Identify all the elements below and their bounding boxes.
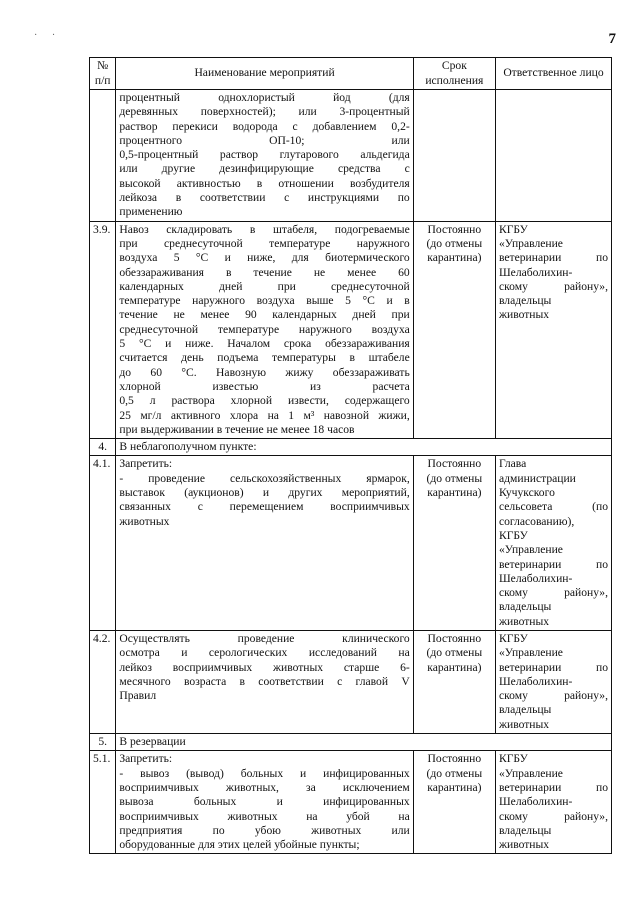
- section-title: В неблагополучном пункте:: [116, 439, 612, 456]
- scan-artifact: · ·: [34, 30, 62, 41]
- responsible-text-line: Шелаболихин-: [498, 265, 573, 279]
- responsible-text-line: согласованию),: [498, 514, 575, 528]
- measure-text-line: месячного возраста в соответствии с главой V: [119, 674, 410, 688]
- deadline-text-line: карантина): [427, 660, 482, 674]
- measure-text-line: деревянных поверхностей); или 3-процентный: [119, 105, 410, 119]
- measure-text: [116, 751, 413, 854]
- measure-text: [116, 221, 413, 438]
- responsible-text-line: скому району»,: [498, 279, 608, 293]
- responsible-text-line: животных: [498, 717, 550, 731]
- responsible-text-line: сельсовета (по: [498, 500, 608, 514]
- header-responsible: Ответственное лицо: [495, 58, 611, 90]
- responsible-text: [495, 456, 611, 631]
- section-row: [90, 439, 612, 456]
- measure-text-line: вывоза больных и инфицированных: [119, 795, 410, 809]
- deadline-text-line: карантина): [427, 780, 482, 794]
- measure-text-line: обеззараживания в течение не менее 60: [119, 265, 410, 279]
- deadline-text-line: Постоянно: [427, 631, 482, 645]
- measure-text-line: 0,5-процентный раствор глутарового альдегида: [119, 148, 410, 162]
- measure-text-line: высокой активностью в отношении возбудителя: [119, 176, 410, 190]
- header-term: Срок исполнения: [413, 58, 495, 90]
- deadline-text-line: (до отмены: [426, 766, 483, 780]
- table-row: [90, 90, 612, 222]
- measure-text: [116, 456, 413, 631]
- measure-text-line: восприимчивых животных, за исключением: [119, 780, 410, 794]
- responsible-text-line: владельцы: [498, 600, 552, 614]
- responsible-text-line: владельцы: [498, 703, 552, 717]
- responsible-text-line: скому району»,: [498, 689, 608, 703]
- measure-text-line: среднесуточной температуре наружного воздуха: [119, 322, 410, 336]
- measure-text-line: оборудованные для этих целей убойные пункты;: [119, 838, 360, 852]
- measure-text-line: осмотра и серологических исследований на: [119, 646, 410, 660]
- measure-text-line: Навоз складировать в штабеля, подогреваемые: [119, 222, 410, 236]
- header-name: Наименование мероприятий: [116, 58, 413, 90]
- responsible-text-line: Шелаболихин-: [498, 571, 573, 585]
- measure-text-line: раствор перекиси водорода с добавлением 0,2-: [119, 119, 410, 133]
- deadline-text: [413, 751, 495, 854]
- responsible-text-line: Шелаболихин-: [498, 795, 573, 809]
- row-number: 3.9.: [90, 221, 116, 438]
- deadline-text-line: карантина): [427, 251, 482, 265]
- measure-text-line: календарных дней при среднесуточной: [119, 279, 410, 293]
- measure-text-line: процентного ОП-10; или: [119, 133, 410, 147]
- responsible-text: [495, 90, 611, 222]
- measure-text-line: - проведение сельскохозяйственных ярмарок,: [119, 471, 410, 485]
- measure-text-line: при выдерживании в течение не менее 18 часов: [119, 422, 355, 436]
- deadline-text-line: Постоянно: [427, 752, 482, 766]
- measure-text-line: или другие дезинфицирующие средства с: [119, 162, 410, 176]
- responsible-text-line: скому району»,: [498, 586, 608, 600]
- measure-text-line: Правил: [119, 689, 157, 703]
- measures-table: [89, 57, 612, 854]
- measure-text-line: - вывоз (вывод) больных и инфицированных: [119, 766, 410, 780]
- responsible-text-line: администрации: [498, 471, 576, 485]
- measure-text-line: восприимчивых животных на убой на: [119, 809, 410, 823]
- measure-text-line: предприятия по убою животных или: [119, 823, 410, 837]
- measure-text-line: процентный однохлористый йод (для: [119, 91, 410, 104]
- row-number: 5.: [90, 734, 116, 751]
- responsible-text-line: Кучукского: [498, 486, 555, 500]
- responsible-text: [495, 630, 611, 733]
- deadline-text-line: карантина): [427, 486, 482, 500]
- responsible-text-line: КГБУ: [498, 528, 528, 542]
- responsible-text: [495, 751, 611, 854]
- row-number: 4.: [90, 439, 116, 456]
- measure-text-line: 25 мг/л активного хлора на 1 м³ навозной жижи,: [119, 408, 410, 422]
- responsible-text-line: владельцы: [498, 294, 552, 308]
- measure-text-line: лейкоз восприимчивых животных старше 6-: [119, 660, 410, 674]
- section-row: [90, 734, 612, 751]
- row-number: [90, 90, 116, 222]
- responsible-text-line: животных: [498, 614, 550, 628]
- measure-text-line: 0,5 л раствора хлорной извести, содержащего: [119, 394, 410, 408]
- section-title: В резервации: [116, 734, 612, 751]
- table-row: [90, 751, 612, 854]
- row-number: 4.1.: [90, 456, 116, 631]
- measure-text-line: считается день подъема температуры в штабеле: [119, 351, 410, 365]
- table-row: [90, 456, 612, 631]
- measure-text: [116, 630, 413, 733]
- measure-text-line: Осуществлять проведение клинического: [119, 631, 410, 645]
- header-num: № п/п: [90, 58, 116, 90]
- deadline-text: [413, 221, 495, 438]
- measure-text-line: хлорной известью из расчета: [119, 379, 410, 393]
- responsible-text-line: «Управление: [498, 646, 563, 660]
- measure-text-line: лейкоза в соответствии с инструкциями по: [119, 191, 410, 205]
- measure-text-line: течение не менее 90 календарных дней при: [119, 308, 410, 322]
- deadline-text-line: Постоянно: [427, 457, 482, 471]
- responsible-text-line: «Управление: [498, 543, 563, 557]
- measure-text-line: выставок (аукционов) и других мероприятий,: [119, 486, 410, 500]
- responsible-text-line: скому району»,: [498, 809, 608, 823]
- row-number: 4.2.: [90, 630, 116, 733]
- responsible-text-line: животных: [498, 308, 550, 322]
- measure-text-line: связанных с перемещением восприимчивых: [119, 500, 410, 514]
- responsible-text-line: животных: [498, 838, 550, 852]
- responsible-text-line: КГБУ: [498, 222, 528, 236]
- table-body: [90, 90, 612, 854]
- deadline-text-line: (до отмены: [426, 646, 483, 660]
- measure-text-line: Запретить:: [119, 752, 173, 766]
- responsible-text-line: «Управление: [498, 236, 563, 250]
- responsible-text-line: ветеринарии по: [498, 780, 608, 794]
- row-number: 5.1.: [90, 751, 116, 854]
- measure-text-line: до 60 °С. Навозную жижу обеззараживать: [119, 365, 410, 379]
- responsible-text-line: ветеринарии по: [498, 660, 608, 674]
- deadline-text: [413, 456, 495, 631]
- measure-text-line: 5 °С и ниже. Началом срока обеззараживания: [119, 337, 410, 351]
- measure-text-line: при среднесуточной температуре наружного: [119, 236, 410, 250]
- measure-text-line: воздуха 5 °С и ниже, для биотермического: [119, 251, 410, 265]
- measure-text-line: животных: [119, 514, 170, 528]
- measure-text-line: температуре наружного воздуха выше 5 °С и в: [119, 294, 410, 308]
- responsible-text: [495, 221, 611, 438]
- responsible-text-line: ветеринарии по: [498, 557, 608, 571]
- deadline-text-line: (до отмены: [426, 471, 483, 485]
- table-row: [90, 221, 612, 438]
- responsible-text-line: ветеринарии по: [498, 251, 608, 265]
- table-header-row: [90, 58, 612, 90]
- responsible-text-line: КГБУ: [498, 752, 528, 766]
- responsible-text-line: «Управление: [498, 766, 563, 780]
- responsible-text-line: Глава: [498, 457, 527, 471]
- deadline-text: [413, 90, 495, 222]
- responsible-text-line: КГБУ: [498, 631, 528, 645]
- page-number: 7: [608, 31, 616, 47]
- table-row: [90, 630, 612, 733]
- responsible-text-line: владельцы: [498, 823, 552, 837]
- measure-text-line: Запретить:: [119, 457, 173, 471]
- deadline-text-line: (до отмены: [426, 236, 483, 250]
- deadline-text: [413, 630, 495, 733]
- deadline-text-line: Постоянно: [427, 222, 482, 236]
- measure-text-line: применению: [119, 205, 183, 219]
- measure-text: [116, 90, 413, 222]
- responsible-text-line: Шелаболихин-: [498, 674, 573, 688]
